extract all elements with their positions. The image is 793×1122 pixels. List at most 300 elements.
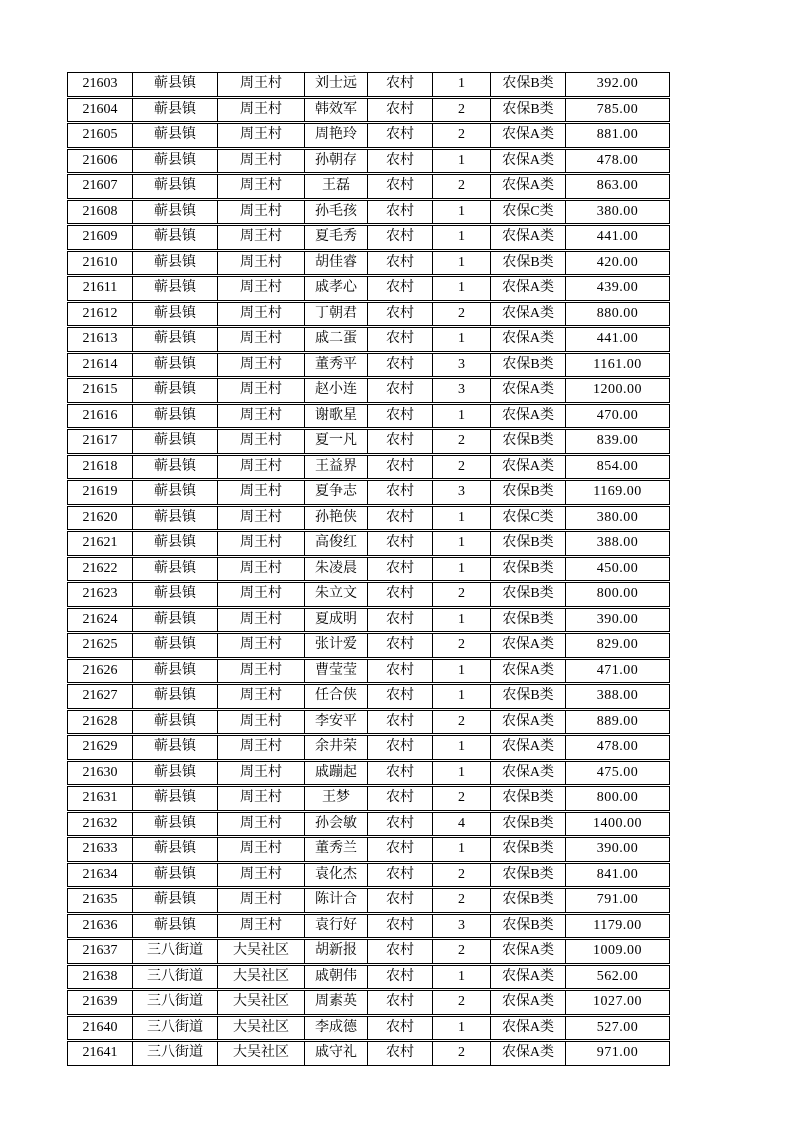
cell-category: 农保C类 <box>491 201 566 224</box>
cell-residence: 农村 <box>368 915 433 938</box>
cell-category: 农保B类 <box>491 558 566 581</box>
cell-id: 21637 <box>68 940 133 963</box>
cell-town: 蕲县镇 <box>133 379 218 402</box>
cell-amount: 863.00 <box>596 178 639 194</box>
cell-count: 3 <box>433 379 491 402</box>
cell-town: 蕲县镇 <box>133 736 218 759</box>
cell-village: 周王村 <box>218 736 305 759</box>
cell-count: 2 <box>433 864 491 887</box>
cell-id: 21621 <box>68 532 133 555</box>
table-row <box>67 837 670 862</box>
cell-name: 胡新报 <box>305 940 368 963</box>
cell-town: 蕲县镇 <box>133 481 218 504</box>
cell-amount: 880.00 <box>596 305 639 321</box>
cell-category: 农保B类 <box>491 252 566 275</box>
cell-category: 农保A类 <box>491 634 566 657</box>
cell-residence: 农村 <box>368 328 433 351</box>
cell-amount: 1009.00 <box>593 943 642 959</box>
cell-town: 蕲县镇 <box>133 99 218 122</box>
table-row <box>67 888 670 913</box>
cell-name: 刘士远 <box>305 73 368 96</box>
table-row <box>67 531 670 556</box>
table-row <box>67 735 670 760</box>
cell-village: 周王村 <box>218 787 305 810</box>
table-row <box>67 327 670 352</box>
table-row <box>67 557 670 582</box>
cell-residence: 农村 <box>368 354 433 377</box>
cell-village: 周王村 <box>218 762 305 785</box>
cell-id: 21631 <box>68 787 133 810</box>
cell-town: 蕲县镇 <box>133 328 218 351</box>
cell-town: 蕲县镇 <box>133 456 218 479</box>
cell-residence: 农村 <box>368 73 433 96</box>
table-row <box>67 608 670 633</box>
cell-residence: 农村 <box>368 99 433 122</box>
cell-amount: 388.00 <box>596 535 639 551</box>
cell-village: 周王村 <box>218 252 305 275</box>
cell-category: 农保B类 <box>491 73 566 96</box>
cell-village: 周王村 <box>218 328 305 351</box>
cell-count: 1 <box>433 328 491 351</box>
cell-residence: 农村 <box>368 660 433 683</box>
cell-category: 农保B类 <box>491 532 566 555</box>
cell-category: 农保A类 <box>491 966 566 989</box>
cell-amount: 881.00 <box>596 127 639 143</box>
table-row <box>67 353 670 378</box>
cell-town: 蕲县镇 <box>133 685 218 708</box>
table-row <box>67 863 670 888</box>
cell-id: 21606 <box>68 150 133 173</box>
cell-id: 21632 <box>68 813 133 836</box>
cell-amount: 839.00 <box>596 433 639 449</box>
cell-amount: 1027.00 <box>593 994 642 1010</box>
cell-category: 农保C类 <box>491 507 566 530</box>
cell-count: 1 <box>433 532 491 555</box>
cell-village: 周王村 <box>218 558 305 581</box>
cell-category: 农保A类 <box>491 711 566 734</box>
cell-town: 蕲县镇 <box>133 609 218 632</box>
cell-name: 周艳玲 <box>305 124 368 147</box>
cell-category: 农保B类 <box>491 838 566 861</box>
cell-count: 2 <box>433 583 491 606</box>
cell-village: 周王村 <box>218 456 305 479</box>
cell-name: 周素英 <box>305 991 368 1014</box>
table-row <box>67 455 670 480</box>
cell-name: 王益界 <box>305 456 368 479</box>
cell-amount: 829.00 <box>596 637 639 653</box>
cell-id: 21629 <box>68 736 133 759</box>
cell-name: 戚守礼 <box>305 1042 368 1065</box>
cell-count: 3 <box>433 354 491 377</box>
cell-residence: 农村 <box>368 583 433 606</box>
cell-name: 朱立文 <box>305 583 368 606</box>
cell-count: 2 <box>433 1042 491 1065</box>
table-row <box>67 302 670 327</box>
cell-village: 周王村 <box>218 634 305 657</box>
cell-village: 周王村 <box>218 379 305 402</box>
cell-id: 21630 <box>68 762 133 785</box>
cell-id: 21603 <box>68 73 133 96</box>
table-row <box>67 149 670 174</box>
cell-name: 孙会敏 <box>305 813 368 836</box>
cell-town: 蕲县镇 <box>133 762 218 785</box>
cell-village: 大吴社区 <box>218 940 305 963</box>
cell-count: 3 <box>433 915 491 938</box>
cell-count: 1 <box>433 736 491 759</box>
cell-amount: 562.00 <box>596 968 639 984</box>
cell-id: 21612 <box>68 303 133 326</box>
cell-village: 周王村 <box>218 277 305 300</box>
cell-category: 农保A类 <box>491 762 566 785</box>
cell-amount: 380.00 <box>596 509 639 525</box>
cell-town: 三八街道 <box>133 966 218 989</box>
table-row <box>67 633 670 658</box>
cell-name: 张计爱 <box>305 634 368 657</box>
cell-id: 21636 <box>68 915 133 938</box>
cell-residence: 农村 <box>368 1017 433 1040</box>
table-row <box>67 72 670 97</box>
table-row <box>67 200 670 225</box>
table-row <box>67 582 670 607</box>
cell-category: 农保B类 <box>491 813 566 836</box>
cell-count: 3 <box>433 481 491 504</box>
cell-count: 1 <box>433 252 491 275</box>
cell-name: 戚蹦起 <box>305 762 368 785</box>
cell-category: 农保A类 <box>491 277 566 300</box>
cell-id: 21613 <box>68 328 133 351</box>
cell-residence: 农村 <box>368 379 433 402</box>
cell-amount: 441.00 <box>596 229 639 245</box>
cell-amount: 1169.00 <box>593 484 642 500</box>
cell-count: 1 <box>433 838 491 861</box>
cell-town: 蕲县镇 <box>133 634 218 657</box>
cell-residence: 农村 <box>368 456 433 479</box>
cell-village: 周王村 <box>218 405 305 428</box>
cell-village: 周王村 <box>218 73 305 96</box>
cell-village: 周王村 <box>218 124 305 147</box>
cell-village: 大吴社区 <box>218 1017 305 1040</box>
cell-count: 4 <box>433 813 491 836</box>
cell-id: 21611 <box>68 277 133 300</box>
cell-category: 农保B类 <box>491 787 566 810</box>
cell-name: 戚朝伟 <box>305 966 368 989</box>
cell-residence: 农村 <box>368 481 433 504</box>
cell-id: 21627 <box>68 685 133 708</box>
cell-town: 蕲县镇 <box>133 124 218 147</box>
cell-amount: 390.00 <box>596 611 639 627</box>
cell-residence: 农村 <box>368 889 433 912</box>
cell-village: 周王村 <box>218 430 305 453</box>
cell-id: 21638 <box>68 966 133 989</box>
cell-residence: 农村 <box>368 201 433 224</box>
cell-category: 农保A类 <box>491 1017 566 1040</box>
cell-category: 农保A类 <box>491 175 566 198</box>
cell-amount: 380.00 <box>596 203 639 219</box>
table-row <box>67 429 670 454</box>
cell-category: 农保A类 <box>491 379 566 402</box>
cell-village: 大吴社区 <box>218 1042 305 1065</box>
cell-town: 蕲县镇 <box>133 813 218 836</box>
cell-name: 夏一凡 <box>305 430 368 453</box>
table-row <box>67 506 670 531</box>
cell-id: 21626 <box>68 660 133 683</box>
cell-amount: 791.00 <box>596 892 639 908</box>
cell-count: 1 <box>433 226 491 249</box>
table-row <box>67 786 670 811</box>
cell-count: 2 <box>433 303 491 326</box>
cell-amount: 841.00 <box>596 866 639 882</box>
cell-name: 任合侠 <box>305 685 368 708</box>
cell-amount: 1200.00 <box>593 382 642 398</box>
cell-amount: 441.00 <box>596 331 639 347</box>
cell-name: 戚孝心 <box>305 277 368 300</box>
table-row <box>67 684 670 709</box>
cell-id: 21617 <box>68 430 133 453</box>
cell-town: 蕲县镇 <box>133 252 218 275</box>
table-row <box>67 251 670 276</box>
cell-village: 周王村 <box>218 813 305 836</box>
cell-category: 农保A类 <box>491 328 566 351</box>
cell-name: 赵小连 <box>305 379 368 402</box>
cell-name: 孙朝存 <box>305 150 368 173</box>
cell-village: 周王村 <box>218 481 305 504</box>
cell-category: 农保A类 <box>491 660 566 683</box>
cell-residence: 农村 <box>368 507 433 530</box>
cell-category: 农保B类 <box>491 430 566 453</box>
cell-category: 农保B类 <box>491 99 566 122</box>
cell-village: 周王村 <box>218 711 305 734</box>
table-row <box>67 1041 670 1066</box>
cell-town: 蕲县镇 <box>133 787 218 810</box>
cell-residence: 农村 <box>368 430 433 453</box>
cell-town: 蕲县镇 <box>133 226 218 249</box>
cell-village: 大吴社区 <box>218 966 305 989</box>
table-row <box>67 174 670 199</box>
cell-residence: 农村 <box>368 864 433 887</box>
cell-village: 周王村 <box>218 685 305 708</box>
cell-town: 蕲县镇 <box>133 660 218 683</box>
table-row <box>67 965 670 990</box>
cell-category: 农保B类 <box>491 354 566 377</box>
cell-amount: 390.00 <box>596 841 639 857</box>
cell-count: 1 <box>433 507 491 530</box>
cell-town: 蕲县镇 <box>133 558 218 581</box>
cell-count: 1 <box>433 660 491 683</box>
cell-amount: 854.00 <box>596 458 639 474</box>
cell-name: 高俊红 <box>305 532 368 555</box>
table-row <box>67 225 670 250</box>
cell-amount: 420.00 <box>596 254 639 270</box>
cell-residence: 农村 <box>368 226 433 249</box>
cell-name: 袁行好 <box>305 915 368 938</box>
cell-count: 2 <box>433 991 491 1014</box>
cell-village: 周王村 <box>218 583 305 606</box>
cell-town: 蕲县镇 <box>133 175 218 198</box>
table-row <box>67 914 670 939</box>
cell-id: 21633 <box>68 838 133 861</box>
cell-name: 李成德 <box>305 1017 368 1040</box>
cell-id: 21622 <box>68 558 133 581</box>
cell-residence: 农村 <box>368 711 433 734</box>
cell-id: 21614 <box>68 354 133 377</box>
table-row <box>67 710 670 735</box>
cell-name: 夏成明 <box>305 609 368 632</box>
cell-count: 1 <box>433 277 491 300</box>
cell-count: 2 <box>433 787 491 810</box>
cell-amount: 1179.00 <box>593 917 642 933</box>
cell-amount: 800.00 <box>596 586 639 602</box>
cell-town: 蕲县镇 <box>133 532 218 555</box>
table-row <box>67 761 670 786</box>
cell-town: 蕲县镇 <box>133 354 218 377</box>
cell-residence: 农村 <box>368 277 433 300</box>
cell-count: 1 <box>433 1017 491 1040</box>
cell-id: 21635 <box>68 889 133 912</box>
cell-amount: 450.00 <box>596 560 639 576</box>
cell-name: 夏争志 <box>305 481 368 504</box>
cell-amount: 1161.00 <box>593 356 642 372</box>
cell-category: 农保B类 <box>491 864 566 887</box>
cell-town: 蕲县镇 <box>133 583 218 606</box>
cell-count: 2 <box>433 456 491 479</box>
cell-id: 21605 <box>68 124 133 147</box>
cell-amount: 478.00 <box>596 152 639 168</box>
cell-name: 韩效军 <box>305 99 368 122</box>
cell-name: 孙毛孩 <box>305 201 368 224</box>
cell-count: 1 <box>433 966 491 989</box>
cell-category: 农保B类 <box>491 583 566 606</box>
cell-id: 21619 <box>68 481 133 504</box>
cell-residence: 农村 <box>368 787 433 810</box>
cell-village: 周王村 <box>218 660 305 683</box>
cell-village: 周王村 <box>218 99 305 122</box>
cell-id: 21608 <box>68 201 133 224</box>
cell-village: 周王村 <box>218 150 305 173</box>
insurance-records-table <box>67 72 670 1066</box>
cell-residence: 农村 <box>368 991 433 1014</box>
cell-village: 大吴社区 <box>218 991 305 1014</box>
cell-category: 农保A类 <box>491 226 566 249</box>
cell-category: 农保B类 <box>491 685 566 708</box>
cell-category: 农保A类 <box>491 405 566 428</box>
cell-amount: 439.00 <box>596 280 639 296</box>
cell-village: 周王村 <box>218 175 305 198</box>
cell-amount: 475.00 <box>596 764 639 780</box>
cell-id: 21640 <box>68 1017 133 1040</box>
cell-category: 农保A类 <box>491 303 566 326</box>
cell-name: 袁化杰 <box>305 864 368 887</box>
cell-village: 周王村 <box>218 889 305 912</box>
cell-id: 21615 <box>68 379 133 402</box>
table-row <box>67 1016 670 1041</box>
cell-name: 王梦 <box>305 787 368 810</box>
cell-id: 21609 <box>68 226 133 249</box>
cell-id: 21618 <box>68 456 133 479</box>
cell-village: 周王村 <box>218 507 305 530</box>
cell-residence: 农村 <box>368 609 433 632</box>
cell-amount: 470.00 <box>596 407 639 423</box>
cell-town: 蕲县镇 <box>133 864 218 887</box>
cell-count: 2 <box>433 711 491 734</box>
cell-residence: 农村 <box>368 838 433 861</box>
cell-name: 谢歌星 <box>305 405 368 428</box>
cell-count: 1 <box>433 762 491 785</box>
cell-name: 胡佳睿 <box>305 252 368 275</box>
cell-name: 孙艳侠 <box>305 507 368 530</box>
table-row <box>67 404 670 429</box>
cell-town: 蕲县镇 <box>133 915 218 938</box>
cell-amount: 527.00 <box>596 1019 639 1035</box>
cell-name: 董秀平 <box>305 354 368 377</box>
cell-name: 王磊 <box>305 175 368 198</box>
cell-id: 21616 <box>68 405 133 428</box>
cell-category: 农保B类 <box>491 609 566 632</box>
cell-residence: 农村 <box>368 175 433 198</box>
cell-residence: 农村 <box>368 762 433 785</box>
cell-category: 农保B类 <box>491 481 566 504</box>
table-row <box>67 990 670 1015</box>
cell-residence: 农村 <box>368 558 433 581</box>
cell-count: 2 <box>433 99 491 122</box>
cell-amount: 800.00 <box>596 790 639 806</box>
cell-id: 21625 <box>68 634 133 657</box>
cell-count: 1 <box>433 201 491 224</box>
cell-amount: 889.00 <box>596 713 639 729</box>
cell-id: 21623 <box>68 583 133 606</box>
cell-count: 2 <box>433 889 491 912</box>
cell-name: 丁朝君 <box>305 303 368 326</box>
cell-residence: 农村 <box>368 405 433 428</box>
cell-village: 周王村 <box>218 838 305 861</box>
cell-count: 1 <box>433 150 491 173</box>
cell-count: 2 <box>433 430 491 453</box>
cell-town: 蕲县镇 <box>133 150 218 173</box>
cell-id: 21624 <box>68 609 133 632</box>
table-row <box>67 812 670 837</box>
cell-village: 周王村 <box>218 303 305 326</box>
cell-name: 陈计合 <box>305 889 368 912</box>
table-row <box>67 276 670 301</box>
table-row <box>67 98 670 123</box>
cell-village: 周王村 <box>218 532 305 555</box>
cell-name: 余井荣 <box>305 736 368 759</box>
cell-town: 三八街道 <box>133 1017 218 1040</box>
cell-name: 朱凌晨 <box>305 558 368 581</box>
cell-id: 21610 <box>68 252 133 275</box>
cell-residence: 农村 <box>368 736 433 759</box>
cell-name: 戚二蛋 <box>305 328 368 351</box>
cell-residence: 农村 <box>368 303 433 326</box>
cell-category: 农保A类 <box>491 736 566 759</box>
cell-residence: 农村 <box>368 124 433 147</box>
table-row <box>67 939 670 964</box>
cell-count: 2 <box>433 634 491 657</box>
cell-name: 夏毛秀 <box>305 226 368 249</box>
cell-town: 蕲县镇 <box>133 277 218 300</box>
table-row <box>67 480 670 505</box>
cell-count: 2 <box>433 940 491 963</box>
cell-category: 农保A类 <box>491 940 566 963</box>
cell-town: 三八街道 <box>133 1042 218 1065</box>
cell-id: 21639 <box>68 991 133 1014</box>
cell-town: 蕲县镇 <box>133 303 218 326</box>
cell-village: 周王村 <box>218 864 305 887</box>
cell-residence: 农村 <box>368 150 433 173</box>
cell-amount: 478.00 <box>596 739 639 755</box>
cell-count: 1 <box>433 609 491 632</box>
cell-id: 21607 <box>68 175 133 198</box>
cell-residence: 农村 <box>368 966 433 989</box>
